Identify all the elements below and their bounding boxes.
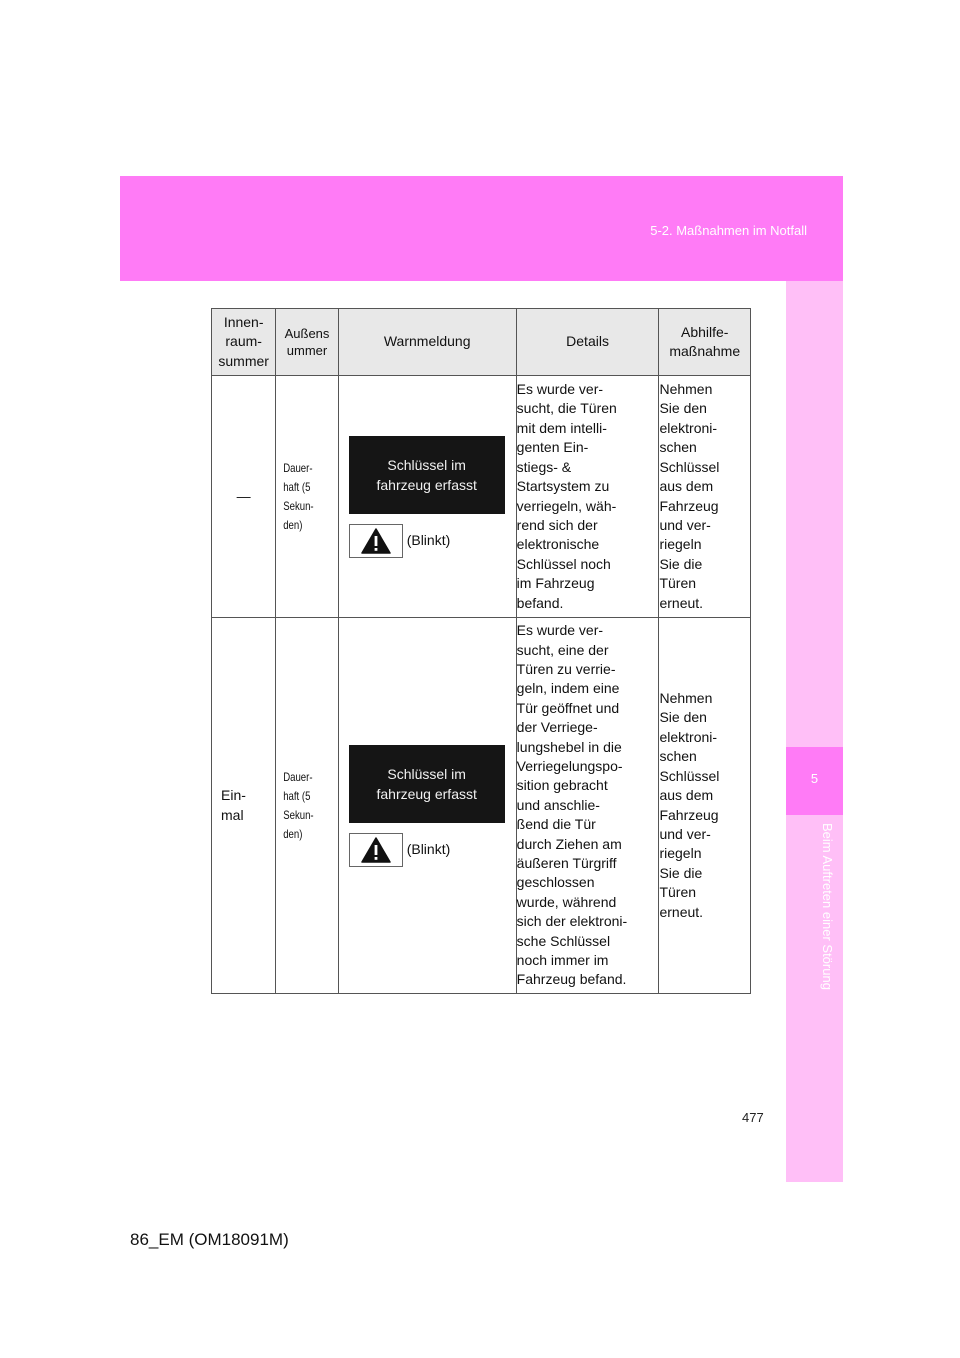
column-header-abhilfe: Abhilfe- maßnahme [659,309,751,376]
document-id: 86_EM (OM18091M) [130,1230,289,1249]
warnmeldung-cell [338,376,516,618]
message-display: Schlüssel im fahrzeug erfasst [349,745,505,823]
chapter-tab [786,747,843,815]
column-header-innenraumsummer: Innen- raum- summer [212,309,276,376]
column-header-aussensummer: Außens ummer [276,309,338,376]
page-number: 477 [742,1110,764,1125]
chapter-side-strip [786,281,843,1182]
abhilfe-cell: Nehmen Sie den elektroni- schen Schlüssel aus dem Fahrzeug und ver- riegeln Sie die Türen erneut. [659,376,751,618]
chapter-number: 5 [810,771,819,786]
warning-table [211,308,751,994]
warning-triangle-icon [349,524,403,558]
warning-triangle-icon [349,833,403,867]
aussensummer-cell: Dauer- haft (5 Sekun- den) [276,376,338,618]
header-band [120,176,843,281]
chapter-title: Beim Auftreten einer Störung [820,823,835,990]
column-header-details: Details [516,309,659,376]
section-title: 5-2. Maßnahmen im Notfall [650,223,807,238]
details-cell: Es wurde ver- sucht, eine der Türen zu verrie- geln, indem eine Tür geöffnet und der Verriege- lungshebel in die Verriegelungspo- sition gebracht und anschlie- ßend die Tür durch Ziehen am äußeren Türgriff geschlossen wurde, während sich der elektroni- sche Schlüssel noch immer im Fahrzeug befand. [516,618,659,994]
innenraumsummer-cell: Ein- mal [212,618,276,994]
warnmeldung-cell [338,618,516,994]
table-row [212,618,751,994]
message-display: Schlüssel im fahrzeug erfasst [349,436,505,514]
details-cell: Es wurde ver- sucht, die Türen mit dem intelli- genten Ein- stiegs- & Startsystem zu verriegeln, wäh- rend sich der elektronische Schlüssel noch im Fahrzeug befand. [516,376,659,618]
table-header-row [212,309,751,376]
table-row [212,376,751,618]
innenraumsummer-cell: — [212,376,276,618]
column-header-warnmeldung: Warnmeldung [338,309,516,376]
abhilfe-cell: Nehmen Sie den elektroni- schen Schlüssel aus dem Fahrzeug und ver- riegeln Sie die Türen erneut. [659,618,751,994]
blink-label: (Blinkt) [406,531,451,548]
aussensummer-cell: Dauer- haft (5 Sekun- den) [276,618,338,994]
blink-label: (Blinkt) [406,840,451,857]
